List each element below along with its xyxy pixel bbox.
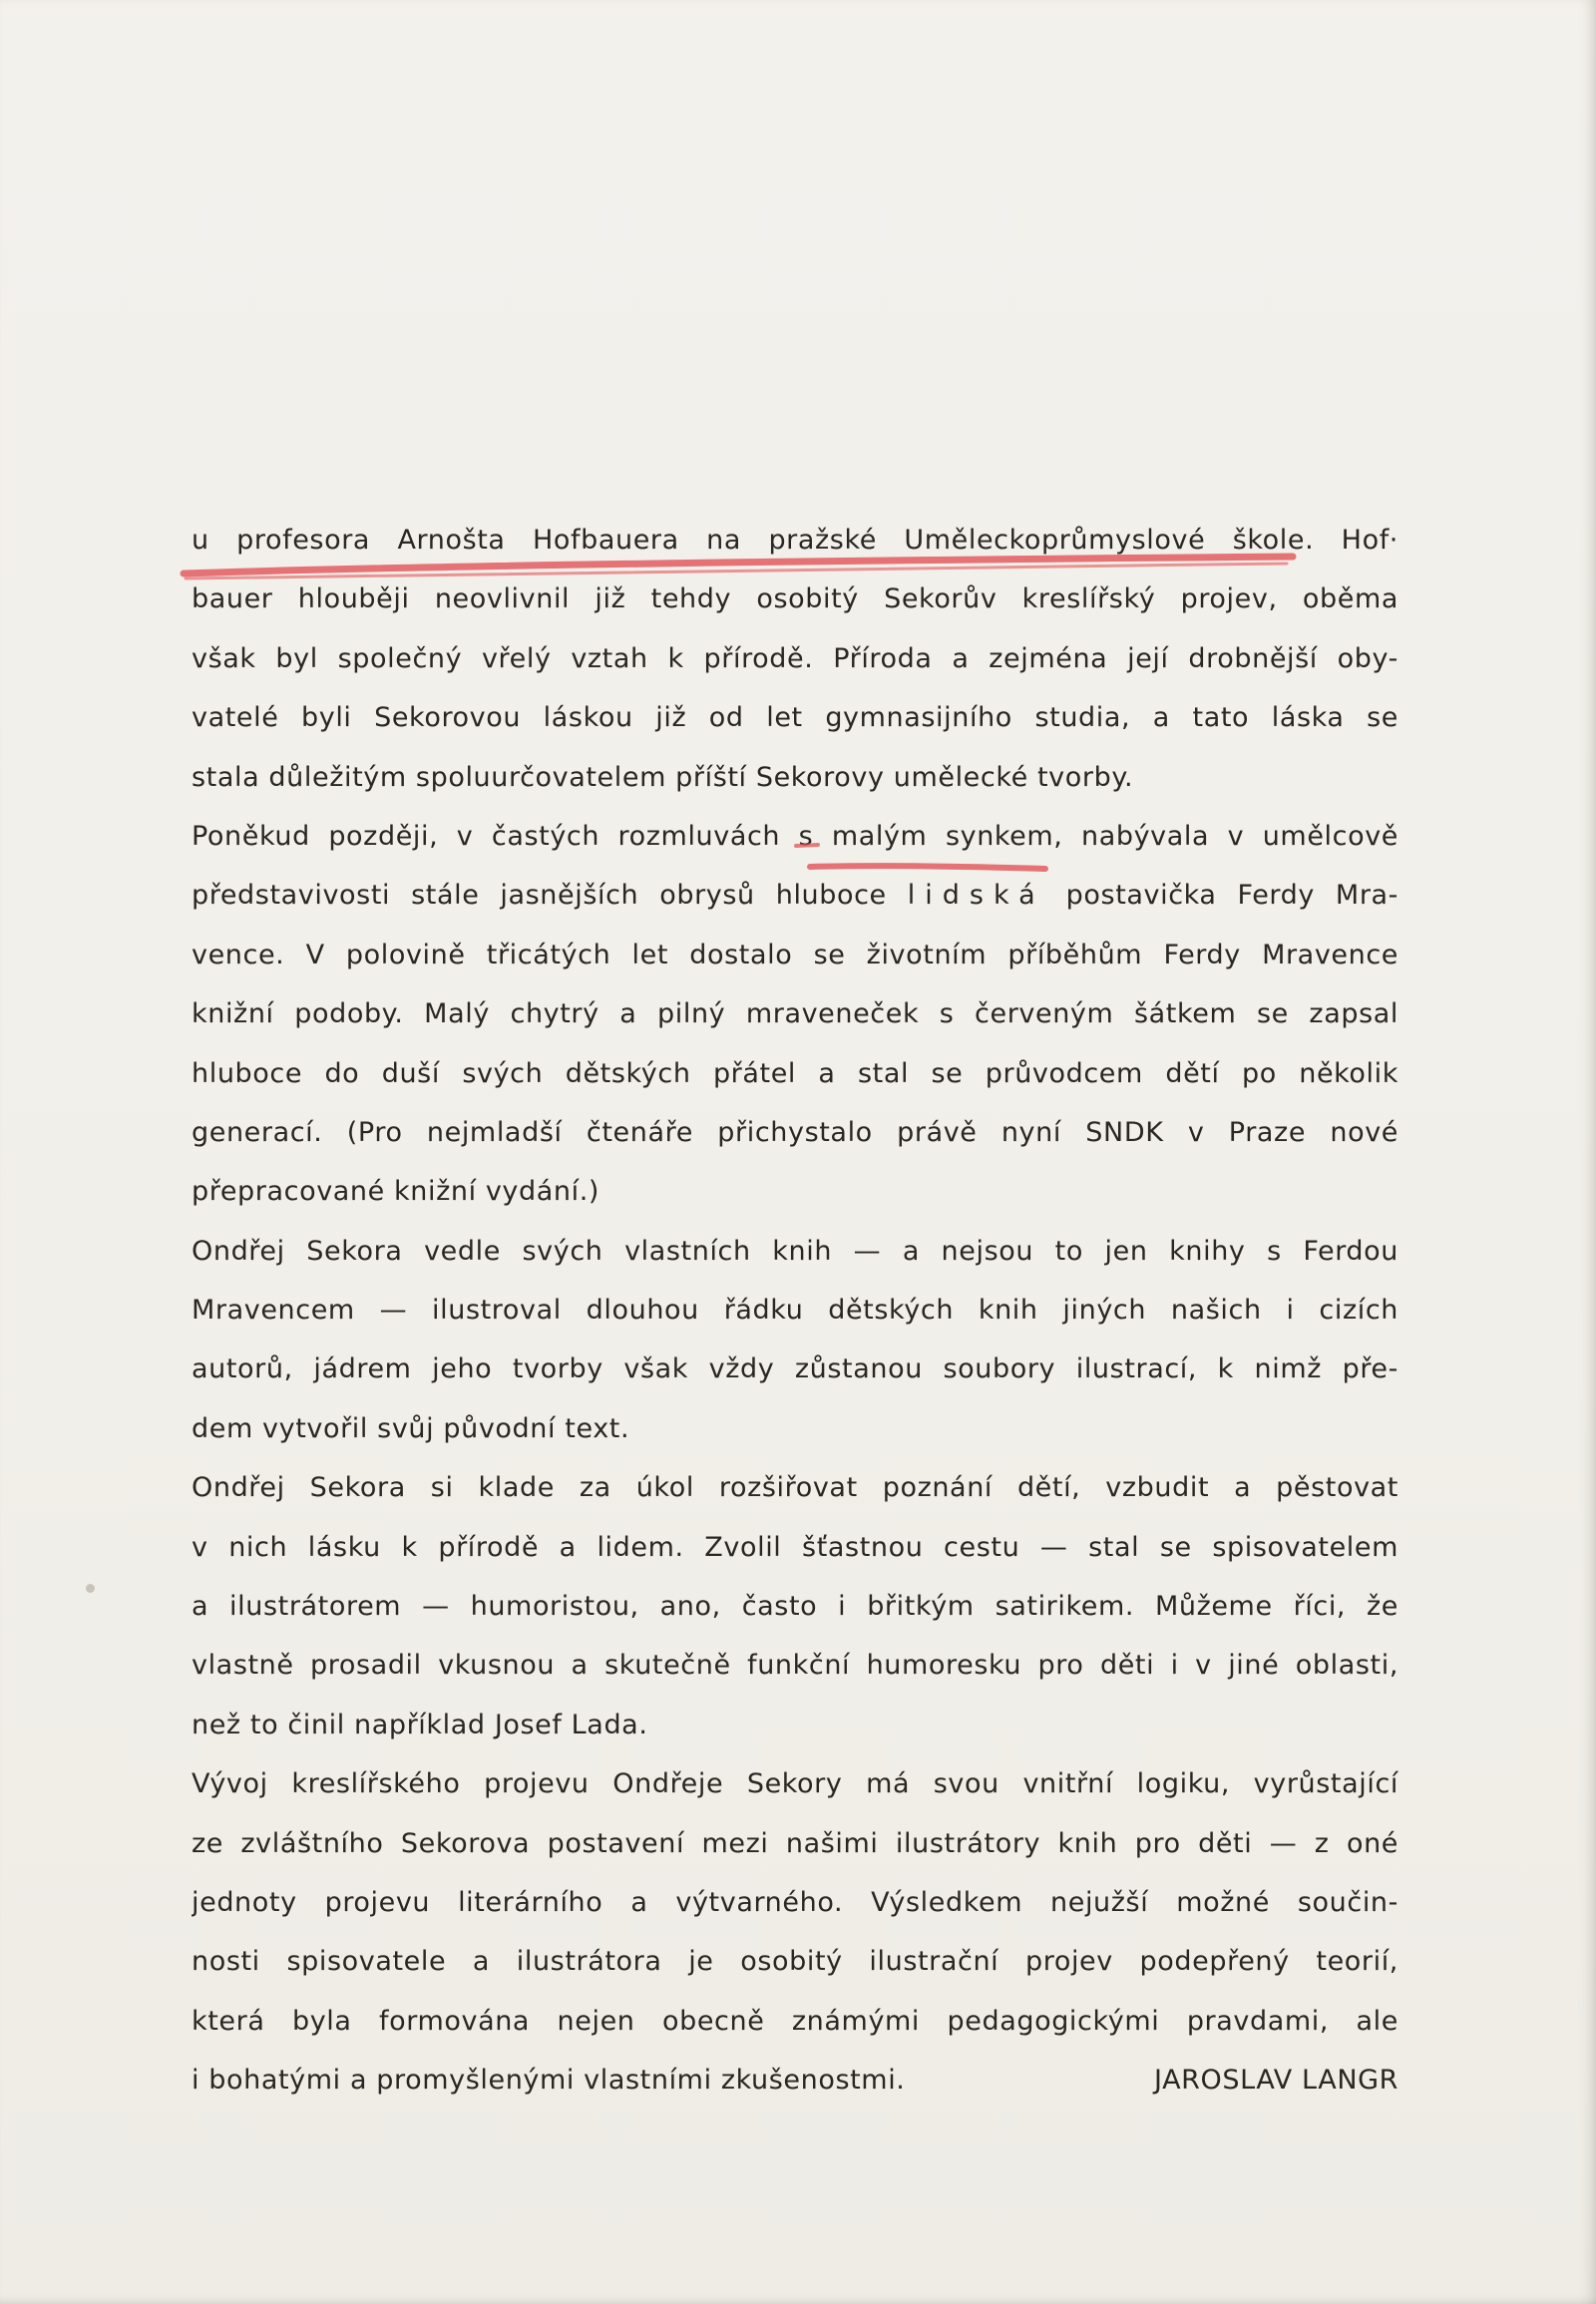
text-line: v nich lásku k přírodě a lidem. Zvolil šťastnou cestu — stal se spisovatelem (192, 1531, 1398, 1563)
text-line: generací. (Pro nejmladší čtenáře přichystalo právě nyní SNDK v Praze nové (192, 1116, 1398, 1148)
text-line: Vývoj kreslířského projevu Ondřeje Sekory má svou vnitřní logiku, vyrůstající (192, 1768, 1398, 1800)
text-line (192, 866, 1398, 925)
text-line: autorů, jádrem jeho tvorby však vždy zůstanou soubory ilustrací, k nimž pře- (192, 1353, 1398, 1385)
text-line: hluboce do duší svých dětských přátel a stal se průvodcem dětí po několik (192, 1057, 1398, 1089)
text-line: stala důležitým spoluurčovatelem příští Sekorovy umělecké tvorby. (192, 761, 1134, 793)
text-line: přepracované knižní vydání.) (192, 1176, 600, 1208)
text-line: knižní podoby. Malý chytrý a pilný mraveneček s červeným šátkem se zapsal (192, 998, 1398, 1030)
signature: JAROSLAV LANGR (1154, 2065, 1398, 2097)
text-line: jednoty projevu literárního a výtvarného. Výsledkem nejužší možné součin- (192, 1886, 1398, 1918)
text-line: Poněkud později, v častých rozmluvách s malým synkem, nabývala v umělcově (192, 820, 1398, 852)
text-line: Mravencem — ilustroval dlouhou řádku dětských knih jiných našich i cizích (192, 1295, 1398, 1327)
text-line: ze zvláštního Sekorova postavení mezi našimi ilustrátory knih pro děti — z oné (192, 1827, 1398, 1859)
text-line: vlastně prosadil vkusnou a skutečně funkční humoresku pro děti i v jiné oblasti, (192, 1650, 1398, 1682)
text-line: než to činil například Josef Lada. (192, 1709, 648, 1740)
text-line: dem vytvořil svůj původní text. (192, 1412, 630, 1444)
article-text (192, 511, 1398, 2111)
text-fragment: představivosti stále jasnějších obrysů hluboce (192, 880, 887, 912)
text-fragment: i bohatými a promyšlenými vlastními zkušenostmi. (192, 2065, 906, 2097)
paper-speck (86, 1584, 95, 1593)
text-line: Ondřej Sekora si klade za úkol rozšiřovat poznání dětí, vzbudit a pěstovat (192, 1472, 1398, 1504)
text-line: nosti spisovatele a ilustrátora je osobitý ilustrační projev podepřený teorií, (192, 1946, 1398, 1978)
text-line: a ilustrátorem — humoristou, ano, často i břitkým satirikem. Můžeme říci, že (192, 1591, 1398, 1623)
text-line: u profesora Arnošta Hofbauera na pražské Uměleckoprůmyslové škole. Hof· (192, 525, 1398, 556)
text-line: Ondřej Sekora vedle svých vlastních knih — a nejsou to jen knihy s Ferdou (192, 1235, 1398, 1267)
text-line: však byl společný vřelý vztah k přírodě. Příroda a zejména její drobnější oby- (192, 642, 1398, 674)
text-line: která byla formována nejen obecně známými pedagogickými pravdami, ale (192, 2005, 1398, 2037)
text-line: vence. V polovině třicátých let dostalo se životním příběhům Ferdy Mravence (192, 939, 1398, 970)
text-line (192, 2051, 1398, 2110)
text-line: bauer hlouběji neovlivnil již tehdy osobitý Sekorův kreslířský projev, oběma (192, 583, 1398, 615)
text-fragment: postavička Ferdy Mra- (1065, 880, 1398, 912)
text-line: vatelé byli Sekorovou láskou již od let gymnasijního studia, a tato láska se (192, 702, 1398, 734)
spaced-word: lidská (907, 880, 1045, 912)
